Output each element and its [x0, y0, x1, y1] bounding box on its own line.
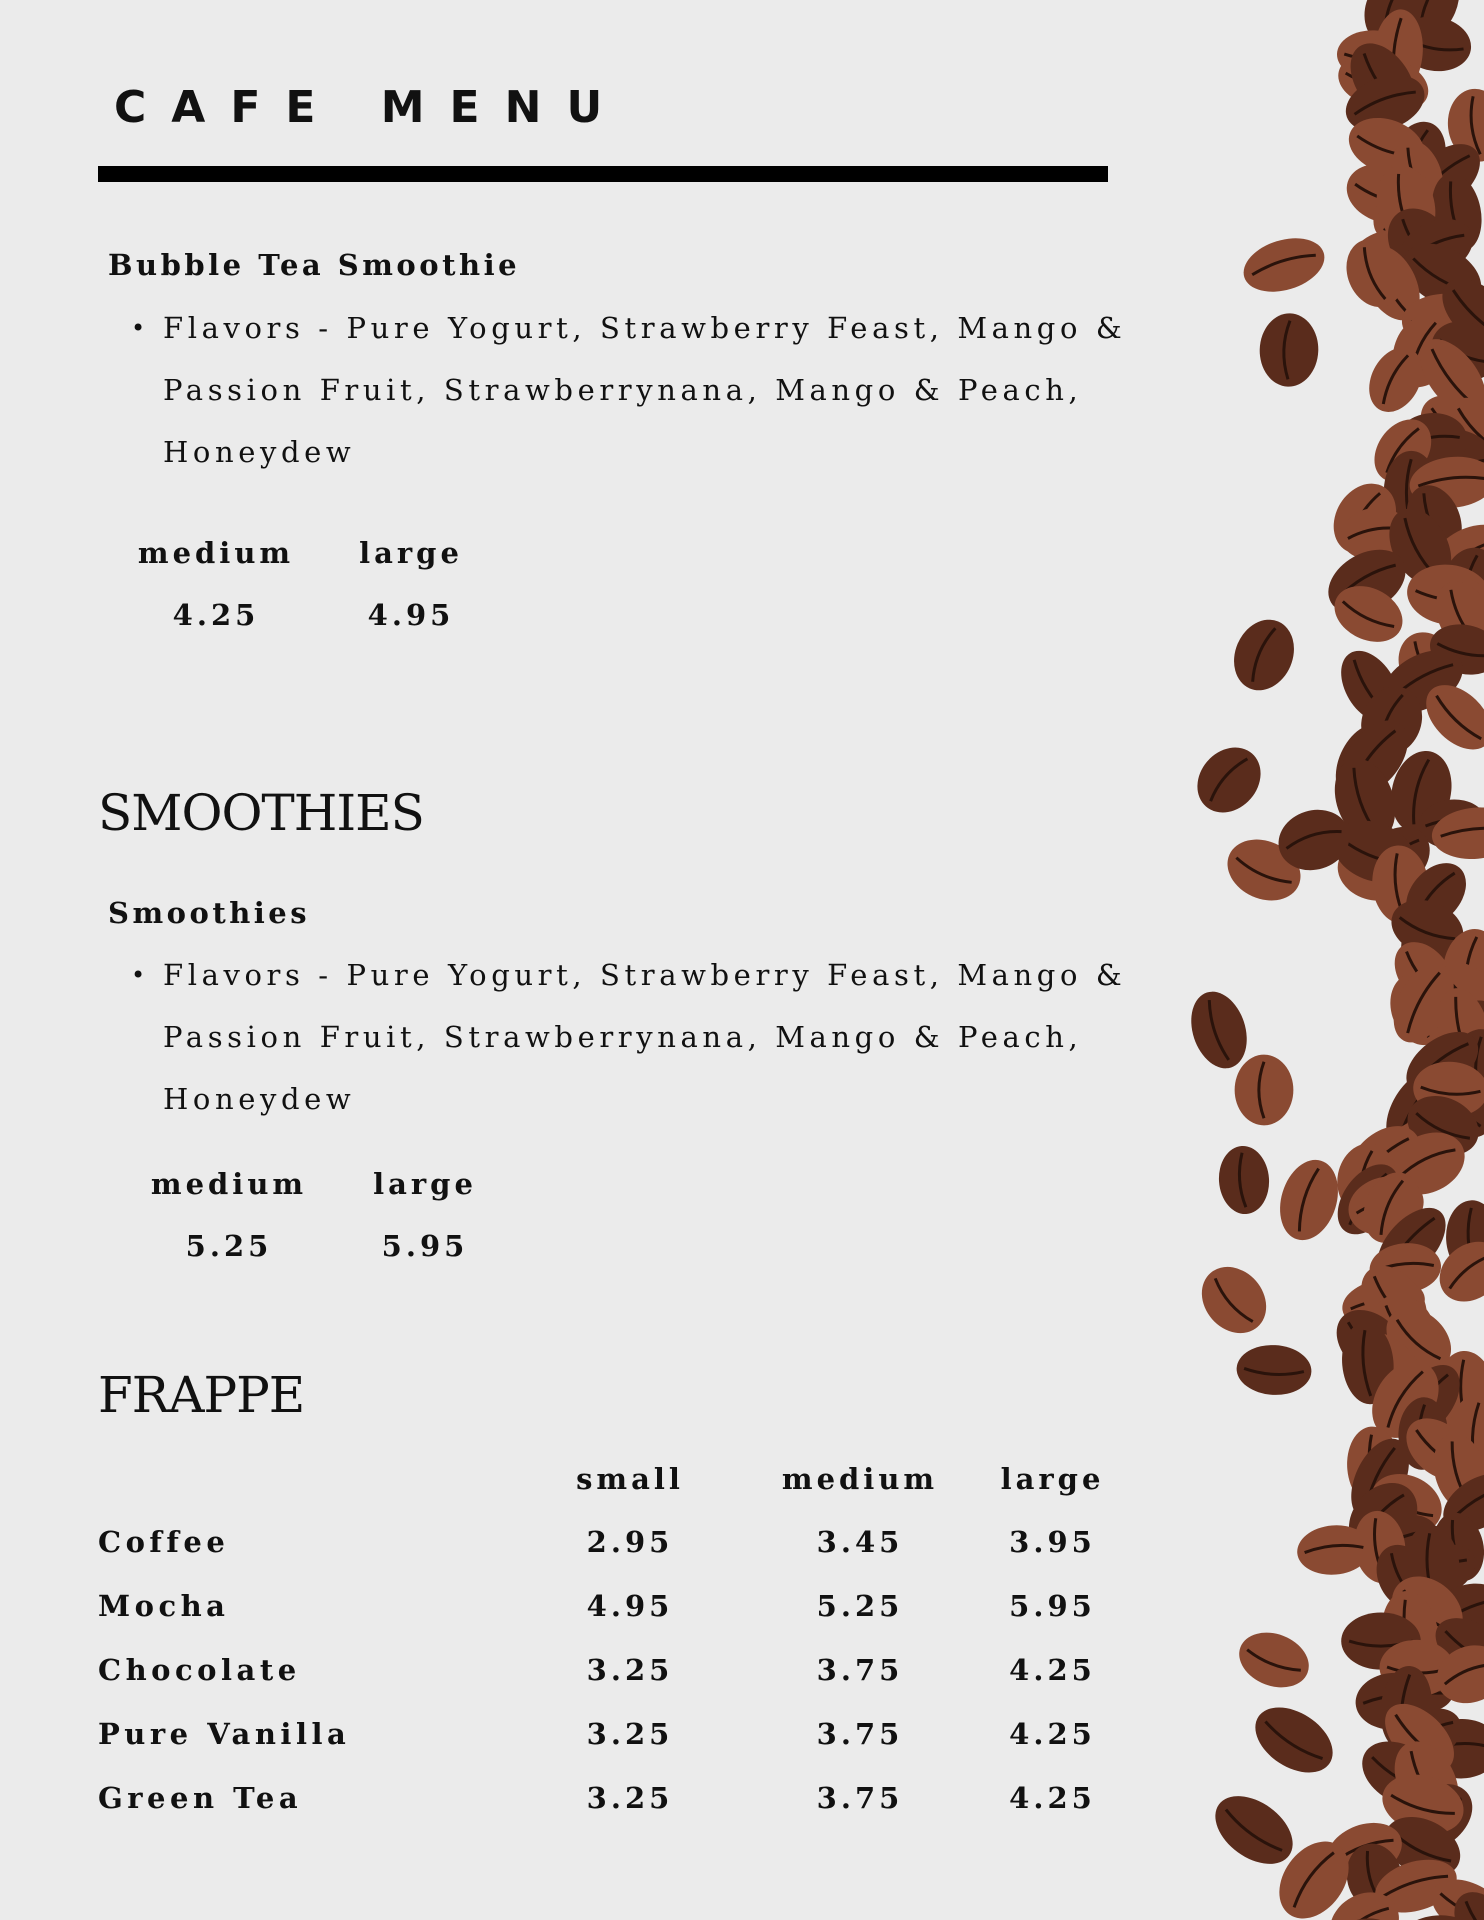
frappe-price: 3.25 — [586, 1781, 674, 1815]
frappe-price: 3.45 — [816, 1525, 904, 1559]
frappe-price: 3.75 — [816, 1781, 904, 1815]
frappe-price: 3.75 — [816, 1717, 904, 1751]
bubble-price-large: 4.95 — [367, 598, 455, 632]
bubble-size-medium: medium — [137, 536, 295, 570]
smoothies-size-large: large — [373, 1167, 477, 1201]
frappe-price: 3.25 — [586, 1717, 674, 1751]
frappe-heading: FRAPPE — [98, 1366, 305, 1424]
coffee-bean-icon — [1258, 312, 1319, 387]
frappe-price: 4.25 — [1009, 1717, 1096, 1751]
smoothies-title: Smoothies — [108, 896, 311, 930]
frappe-row-name: Chocolate — [98, 1653, 301, 1687]
frappe-price: 2.95 — [586, 1525, 674, 1559]
bubble-tea-flavors-text: Flavors - Pure Yogurt, Strawberry Feast, Mango & Passion Fruit, Strawberrynana, Mango & Peach, Honeydew — [163, 311, 1127, 469]
frappe-price: 3.25 — [586, 1653, 674, 1687]
frappe-price: 4.95 — [586, 1589, 674, 1623]
frappe-price: 4.25 — [1009, 1781, 1096, 1815]
smoothies-price-large: 5.95 — [381, 1229, 469, 1263]
frappe-price: 3.95 — [1009, 1525, 1096, 1559]
frappe-price: 4.25 — [1009, 1653, 1096, 1687]
coffee-bean-icon — [1244, 1694, 1345, 1786]
smoothies-size-medium: medium — [150, 1167, 308, 1201]
coffee-bean-icon — [1271, 1153, 1348, 1248]
coffee-beans-decoration — [1164, 0, 1484, 1920]
smoothies-flavors-text: Flavors - Pure Yogurt, Strawberry Feast, Mango & Passion Fruit, Strawberrynana, Mango & Peach, Honeydew — [163, 958, 1127, 1116]
smoothies-heading: SMOOTHIES — [98, 784, 424, 842]
bubble-price-medium: 4.25 — [172, 598, 260, 632]
title-underline — [98, 166, 1108, 182]
frappe-row-name: Mocha — [98, 1589, 230, 1623]
frappe-price: 3.75 — [816, 1653, 904, 1687]
bubble-size-large: large — [359, 536, 463, 570]
frappe-price: 5.25 — [816, 1589, 904, 1623]
coffee-bean-icon — [1217, 1144, 1272, 1216]
bullet-icon: • — [131, 314, 150, 342]
menu-title: CAFE MENU — [114, 82, 628, 133]
coffee-bean-icon — [1231, 1623, 1317, 1697]
bullet-icon: • — [131, 961, 150, 989]
frappe-row-name: Pure Vanilla — [98, 1717, 351, 1751]
bubble-tea-flavors — [128, 297, 1158, 483]
bubble-tea-title: Bubble Tea Smoothie — [108, 248, 521, 282]
frappe-row-name: Green Tea — [98, 1781, 303, 1815]
coffee-bean-icon — [1235, 1055, 1294, 1126]
coffee-bean-icon — [1223, 610, 1304, 699]
smoothies-flavors — [128, 944, 1158, 1130]
frappe-price: 5.95 — [1009, 1589, 1096, 1623]
smoothies-price-medium: 5.25 — [185, 1229, 273, 1263]
coffee-bean-icon — [1235, 1343, 1312, 1397]
coffee-bean-icon — [1237, 229, 1331, 301]
coffee-bean-icon — [1189, 1254, 1280, 1346]
coffee-bean-icon — [1184, 735, 1273, 826]
frappe-size-small: small — [576, 1462, 684, 1496]
frappe-size-large: large — [1000, 1462, 1105, 1496]
coffee-bean-icon — [1182, 984, 1256, 1075]
frappe-size-medium: medium — [781, 1462, 939, 1496]
frappe-row-name: Coffee — [98, 1525, 230, 1559]
